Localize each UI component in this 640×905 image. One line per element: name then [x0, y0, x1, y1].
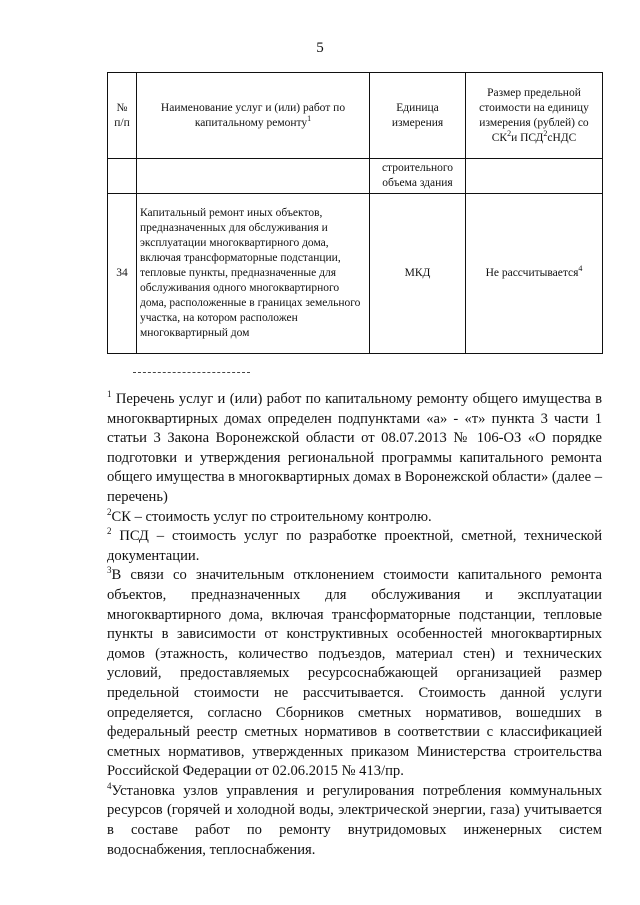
- footnote-separator: [133, 372, 250, 373]
- footnote: [107, 390, 602, 508]
- cell-name: [137, 159, 370, 194]
- table-row-continued: [108, 159, 603, 194]
- footnotes: [107, 390, 602, 860]
- cell-unit: МКД: [370, 194, 466, 354]
- footnote-text: В связи со значительным отклонением стоимости капитального ремонта объектов, предназначенных для обслуживания и эксплуатации многоквартирного дома, включая трансформаторные подстанции, тепловые пункты в зависимости от конструктивных особенностей многоквартирных домов (этажность, количество подъездов, материал стен) и технических условий, предоставляемых ресурсоснабжающей организацией размер предельной стоимости не рассчитывается. Стоимость данной услуги определяется, согласно Сборников сметных нормативов, вошедших в федеральный реестр сметных нормативов в соответствии с классификацией сметных нормативов, утвержденных приказом Министерства строительства Российской Федерации от 02.06.2015 № 413/пр.: [107, 567, 602, 780]
- footnote-mark: 4: [107, 781, 112, 792]
- footnote: [107, 527, 602, 566]
- header-num: № п/п: [108, 73, 137, 159]
- footnote-mark: 2: [107, 526, 112, 537]
- header-name-footnote-mark: 1: [307, 113, 312, 123]
- footnote: [107, 508, 602, 528]
- cell-num: [108, 159, 137, 194]
- page-number: 5: [316, 40, 324, 56]
- footnote-text: Установка узлов управления и регулирования потребления коммунальных ресурсов (горячей и холодной воды, электрической энергии, газа) учитывается в составе работ по ремонту внутридомовых инженерных систем водоснабжения, теплоснабжения.: [107, 782, 602, 858]
- cell-unit: строительного объема здания: [370, 159, 466, 194]
- footnote-mark: 1: [107, 389, 112, 400]
- services-table: [107, 72, 603, 354]
- footnote-text: ПСД – стоимость услуг по разработке проектной, сметной, технической документации.: [107, 528, 602, 564]
- table-row: [108, 194, 603, 354]
- footnote-mark: 2: [107, 506, 112, 517]
- footnote-text: Перечень услуг и (или) работ по капитальному ремонту общего имущества в многоквартирных домах определен подпунктами «а» - «т» пункта 3 части 1 статьи 3 Закона Воронежской области от 08.07.2013 № 106-ОЗ «О порядке подготовки и утверждения региональной программы капитального ремонта общего имущества в многоквартирных домах в Воронежской области» (далее – перечень): [107, 391, 602, 505]
- table-header-row: [108, 73, 603, 159]
- footnote-mark: 3: [107, 565, 112, 576]
- header-name: Наименование услуг и (или) работ по капитальному ремонту$^1$: [137, 73, 370, 159]
- cell-cost-footnote-mark: 4: [578, 264, 583, 274]
- header-cost: Размер предельной стоимости на единицу измерения (рублей) со $СК^2и$ ПСД$^2$сНДС: [466, 73, 603, 159]
- footnote-text: СК – стоимость услуг по строительному контролю.: [111, 508, 432, 525]
- header-unit: Единица измерения: [370, 73, 466, 159]
- footnote: [107, 566, 602, 782]
- cell-cost: [466, 159, 603, 194]
- footnote: [107, 782, 602, 860]
- cell-num: 34: [108, 194, 137, 354]
- cell-cost: Не рассчитывается$^4$: [466, 194, 603, 354]
- cell-name: Капитальный ремонт иных объектов, предназначенных для обслуживания и эксплуатации многоквартирного дома, включая трансформаторные подстанции, тепловые пункты, предназначенные для обслуживания одного многоквартирного дома, расположенные в границах земельного участка, на котором расположен многоквартирный дом: [137, 194, 370, 354]
